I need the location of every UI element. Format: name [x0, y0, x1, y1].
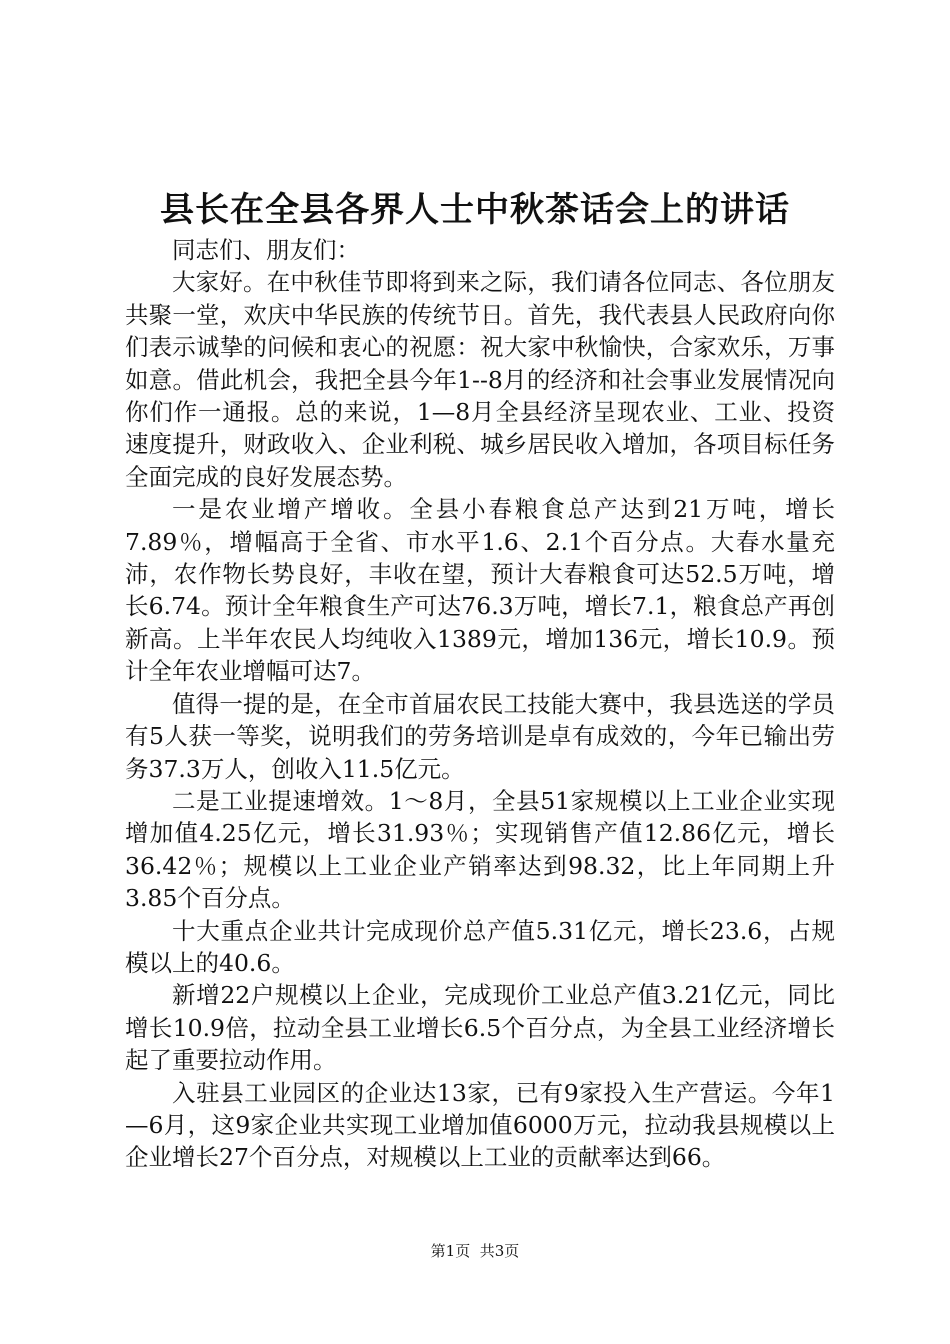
paragraph: 值得一提的是，在全市首届农民工技能大赛中，我县选送的学员有5人获一等奖，说明我们的劳务培训是卓有成效的，今年已输出劳务37.3万人，创收入11.5亿元。: [125, 689, 835, 783]
paragraph: 一是农业增产增收。全县小春粮食总产达到21万吨，增长7.89％，增幅高于全省、市水平1.6、2.1个百分点。大春水量充沛，农作物长势良好，丰收在望，预计大春粮食可达52.5万吨，增长6.74。预计全年粮食生产可达76.3万吨，增长7.1，粮食总产再创新高。上半年农民人均纯收入1389元，增加136元，增长10.9。预计全年农业增幅可达7。: [125, 495, 835, 686]
paragraph: 新增22户规模以上企业，完成现价工业总产值3.21亿元，同比增长10.9倍，拉动全县工业增长6.5个百分点，为全县工业经济增长起了重要拉动作用。: [125, 981, 835, 1075]
paragraph: 大家好。在中秋佳节即将到来之际，我们请各位同志、各位朋友共聚一堂，欢庆中华民族的传统节日。首先，我代表县人民政府向你们表示诚挚的问候和衷心的祝愿：祝大家中秋愉快，合家欢乐，万事如意。借此机会，我把全县今年1--8月的经济和社会事业发展情况向你们作一通报。总的来说，1—8月全县经济呈现农业、工业、投资速度提升，财政收入、企业利税、城乡居民收入增加，各项目标任务全面完成的良好发展态势。: [125, 268, 835, 491]
paragraph: 二是工业提速增效。1～8月，全县51家规模以上工业企业实现增加值4.25亿元，增长31.93％；实现销售产值12.86亿元，增长36.42％；规模以上工业企业产销率达到98.32，比上年同期上升3.85个百分点。: [125, 786, 835, 913]
paragraph: 十大重点企业共计完成现价总产值5.31亿元，增长23.6，占规模以上的40.6。: [125, 916, 835, 977]
page-total: 共3页: [479, 1242, 520, 1260]
document-body: [125, 234, 835, 1174]
salutation: 同志们、朋友们：: [172, 236, 360, 264]
document-title: 县长在全县各界人士中秋茶话会上的讲话: [160, 190, 790, 230]
paragraph: 入驻县工业园区的企业达13家，已有9家投入生产营运。今年1—6月，这9家企业共实现工业增加值6000万元，拉动我县规模以上企业增长27个百分点，对规模以上工业的贡献率达到66。: [125, 1078, 835, 1172]
page-footer: [0, 1240, 950, 1262]
page-number: 第1页: [430, 1242, 471, 1260]
